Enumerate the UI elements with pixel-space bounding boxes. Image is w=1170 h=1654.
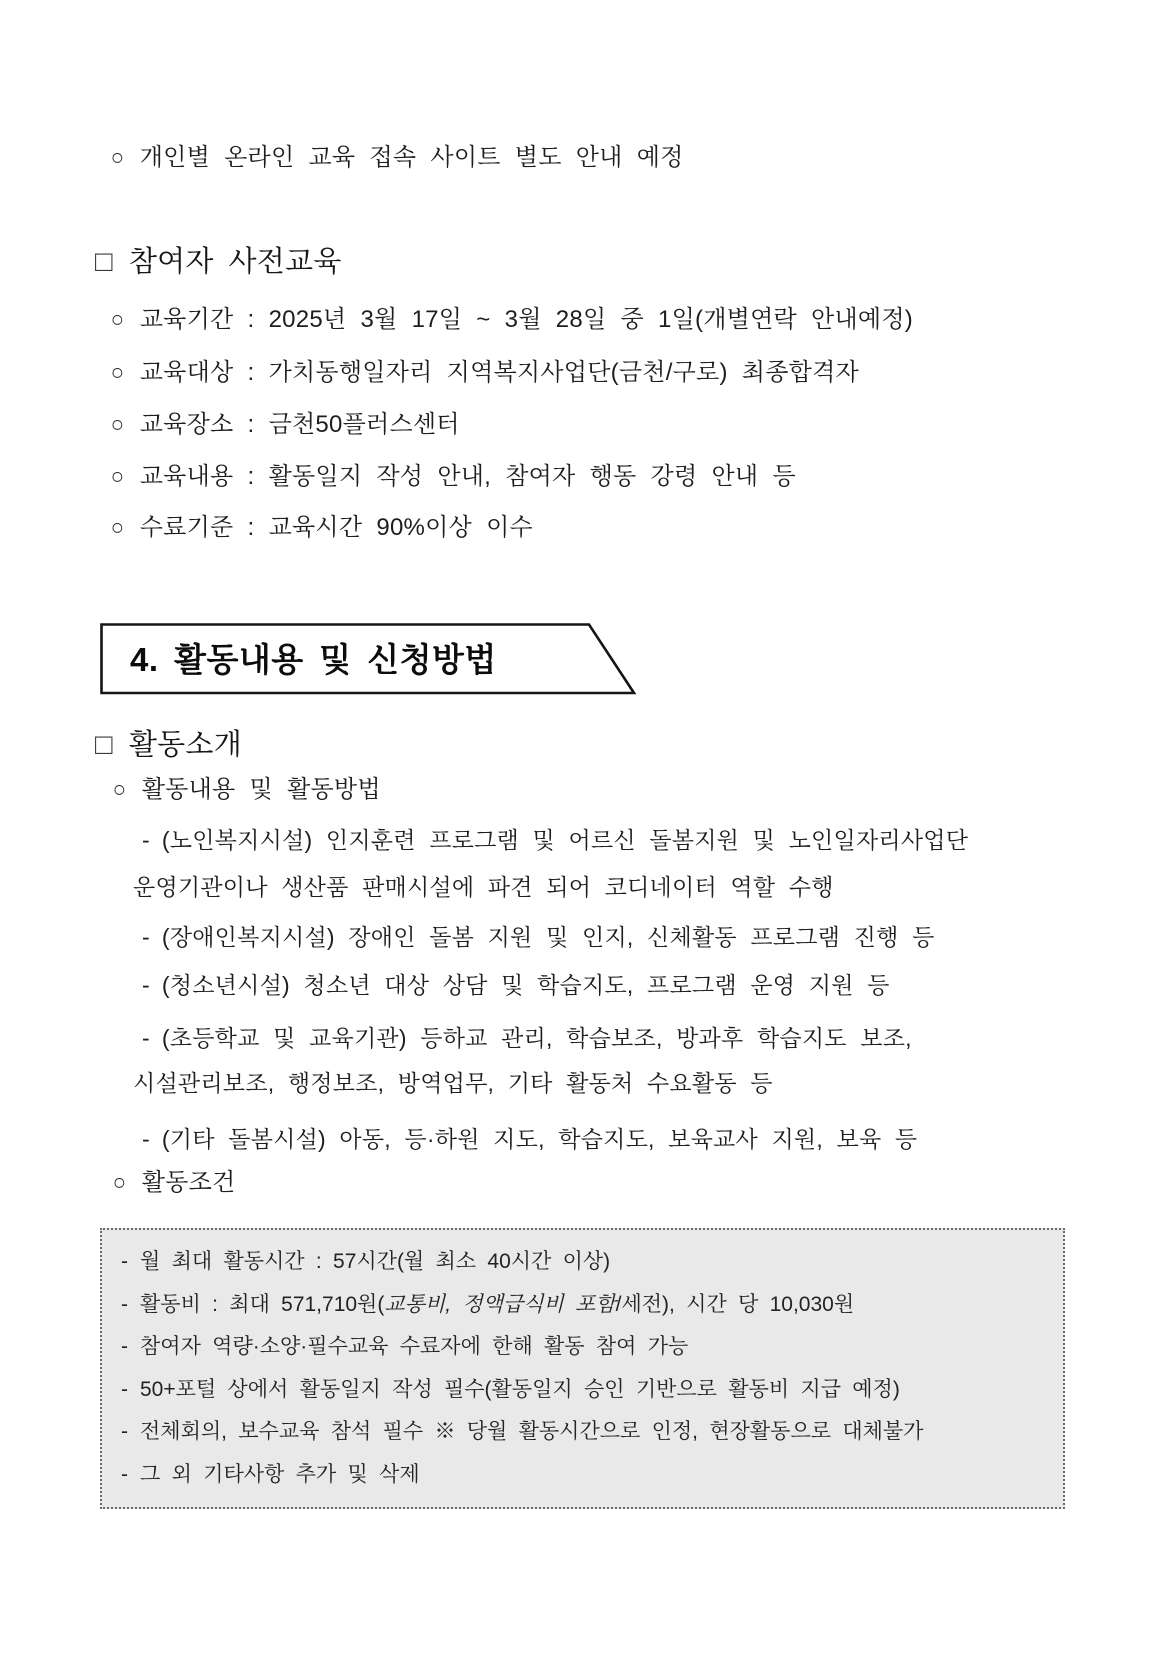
label-separator: :	[233, 359, 269, 386]
activity-detail-line	[133, 872, 834, 902]
detail-text: 시설관리보조, 행정보조, 방역업무, 기타 활동처 수요활동 등	[133, 1070, 773, 1096]
item-value: 활동일지 작성 안내, 참여자 행동 강령 안내 등	[268, 463, 796, 490]
dash-bullet-icon: -	[142, 827, 150, 853]
item-label: 교육기간	[139, 306, 234, 333]
dash-bullet-icon: -	[121, 1250, 128, 1273]
activity-detail-line	[133, 1068, 773, 1098]
item-label: 교육대상	[139, 359, 234, 386]
dash-bullet-icon: -	[142, 1025, 150, 1051]
circle-bullet-icon: ○	[110, 145, 125, 170]
circle-bullet-icon: ○	[110, 464, 125, 489]
square-bullet-icon: □	[95, 729, 113, 761]
condition-line	[102, 1454, 1063, 1497]
dash-bullet-icon: -	[142, 1126, 150, 1152]
condition-text: 50+포털 상에서 활동일지 작성 필수(활동일지 승인 기반으로 활동비 지급 예정)	[140, 1377, 900, 1401]
conditions-box	[100, 1228, 1065, 1509]
dash-bullet-icon: -	[121, 1377, 128, 1401]
item-value: 2025년 3월 17일 ~ 3월 28일 중 1일(개별연락 안내예정)	[268, 306, 913, 333]
circle-bullet-icon: ○	[112, 1170, 127, 1195]
condition-text: 월 최대 활동시간 : 57시간(월 최소 40시간 이상)	[140, 1250, 611, 1273]
detail-text: (초등학교 및 교육기관) 등하교 관리, 학습보조, 방과후 학습지도 보조,	[161, 1025, 912, 1051]
label-separator: :	[233, 411, 269, 438]
label-separator: :	[233, 463, 269, 490]
circle-bullet-icon: ○	[110, 360, 125, 385]
activity-detail-line	[142, 825, 968, 855]
activity-conditions-heading	[112, 1168, 235, 1198]
dash-bullet-icon: -	[121, 1420, 128, 1443]
circle-bullet-icon: ○	[110, 515, 125, 540]
activity-subheading	[112, 775, 381, 805]
section-banner	[100, 623, 645, 695]
condition-line	[102, 1411, 1063, 1454]
dash-bullet-icon: -	[121, 1335, 128, 1358]
intro-line	[110, 143, 684, 173]
detail-text: (노인복지시설) 인지훈련 프로그램 및 어르신 돌봄지원 및 노인일자리사업단	[161, 827, 969, 853]
condition-text: 전체회의, 보수교육 참석 필수 ※ 당월 활동시간으로 인정, 현장활동으로 대체불가	[140, 1420, 924, 1443]
dash-bullet-icon: -	[121, 1292, 128, 1316]
activity-intro-heading	[95, 726, 242, 764]
detail-text: 운영기관이나 생산품 판매시설에 파견 되어 코디네이터 역할 수행	[133, 874, 834, 900]
activity-detail-line	[142, 1023, 912, 1053]
label-separator: :	[233, 514, 269, 541]
item-value: 교육시간 90%이상 이수	[268, 514, 533, 541]
pre-education-heading	[95, 243, 342, 281]
pre-education-item	[110, 410, 460, 440]
square-bullet-icon: □	[95, 246, 113, 278]
dash-bullet-icon: -	[142, 924, 150, 950]
activity-intro-heading-text: 활동소개	[128, 729, 243, 761]
detail-text: (장애인복지시설) 장애인 돌봄 지원 및 인지, 신체활동 프로그램 진행 등	[161, 924, 935, 950]
condition-text-suffix: /세전), 시간 당 10,030원	[615, 1292, 855, 1316]
condition-text: 참여자 역량·소양·필수교육 수료자에 한해 활동 참여 가능	[140, 1335, 689, 1358]
item-label: 수료기준	[139, 514, 234, 541]
condition-text-prefix: 활동비 : 최대 571,710원(	[140, 1292, 385, 1316]
activity-detail-line	[142, 922, 935, 952]
dash-bullet-icon: -	[142, 972, 150, 998]
detail-text: (청소년시설) 청소년 대상 상담 및 학습지도, 프로그램 운영 지원 등	[161, 972, 890, 998]
pre-education-item	[110, 305, 913, 335]
activity-detail-line	[142, 970, 890, 1000]
condition-line	[102, 1241, 1063, 1284]
label-separator: :	[233, 306, 269, 333]
circle-bullet-icon: ○	[112, 777, 127, 802]
pre-education-item	[110, 513, 533, 543]
pre-education-heading-text: 참여자 사전교육	[128, 246, 342, 278]
condition-line	[102, 1369, 1063, 1412]
section-title: 4. 활동내용 및 신청방법	[130, 641, 497, 678]
condition-line	[102, 1284, 1063, 1327]
circle-bullet-icon: ○	[110, 307, 125, 332]
condition-line	[102, 1326, 1063, 1369]
circle-bullet-icon: ○	[110, 412, 125, 437]
pre-education-item	[110, 462, 796, 492]
item-value: 금천50플러스센터	[268, 411, 460, 438]
activity-subheading-text: 활동내용 및 활동방법	[141, 776, 381, 803]
item-value: 가치동행일자리 지역복지사업단(금천/구로) 최종합격자	[268, 359, 859, 386]
activity-detail-line	[142, 1124, 917, 1154]
item-label: 교육내용	[139, 463, 234, 490]
dash-bullet-icon: -	[121, 1462, 128, 1486]
condition-text: 그 외 기타사항 추가 및 삭제	[140, 1462, 420, 1486]
detail-text: (기타 돌봄시설) 아동, 등·하원 지도, 학습지도, 보육교사 지원, 보육 등	[161, 1126, 918, 1152]
pre-education-item	[110, 358, 859, 388]
activity-conditions-heading-text: 활동조건	[141, 1169, 236, 1196]
intro-text: 개인별 온라인 교육 접속 사이트 별도 안내 예정	[139, 144, 684, 171]
condition-text-italic: 교통비, 정액급식비 포함	[384, 1292, 616, 1316]
item-label: 교육장소	[139, 411, 234, 438]
